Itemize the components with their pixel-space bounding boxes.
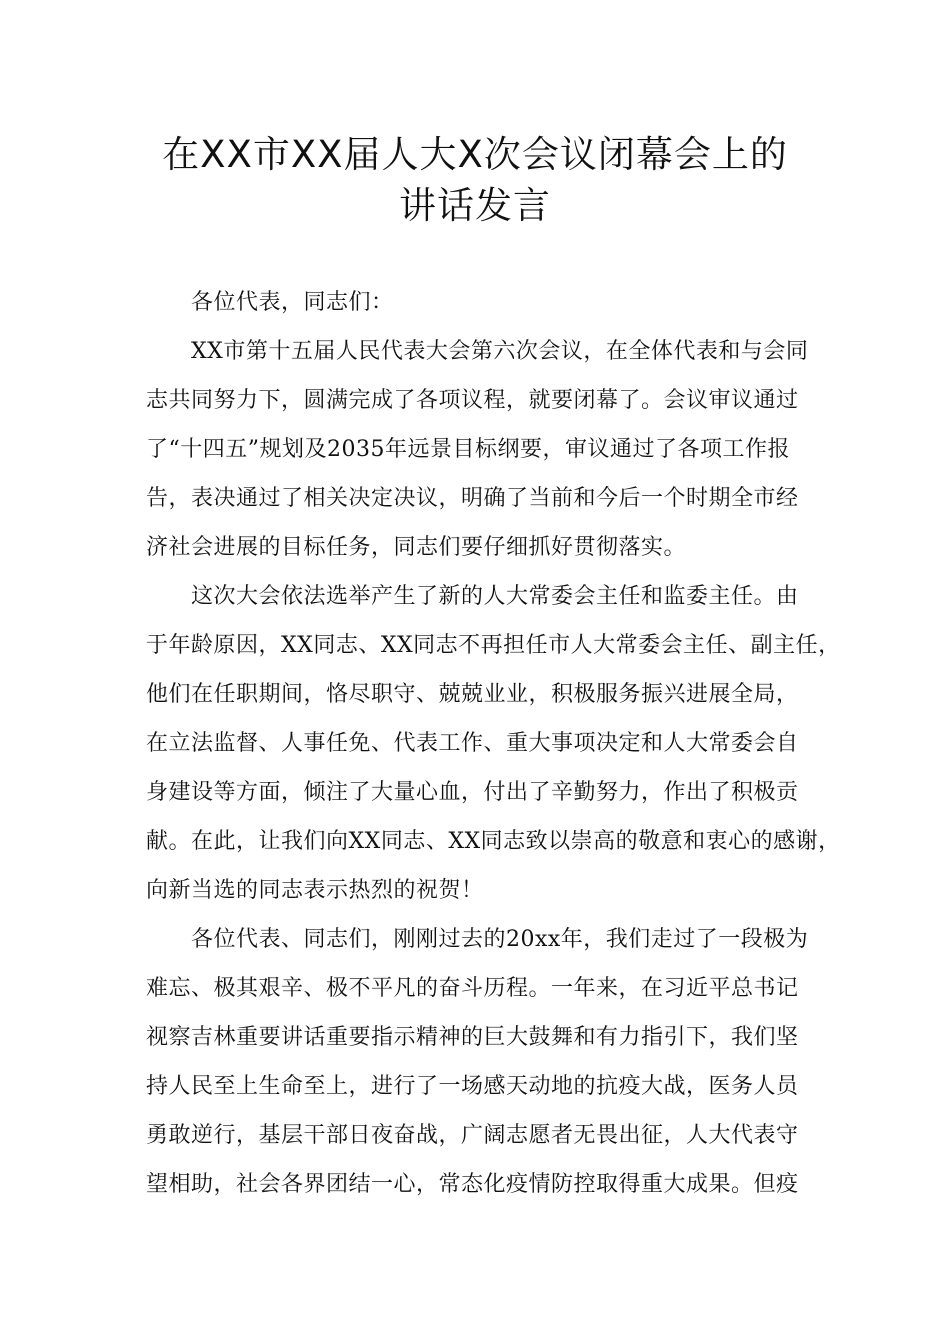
paragraph-line: 难忘、极其艰辛、极不平凡的奋斗历程。一年来，在习近平总书记 <box>146 976 799 1001</box>
paragraph-line: 身建设等方面，倾注了大量心血，付出了辛勤努力，作出了积极贡 <box>146 780 799 805</box>
document-title-line-1: 在XX市XX届人大X次会议闭幕会上的 <box>162 133 788 176</box>
paragraph-line: 这次大会依法选举产生了新的人大常委会主任和监委主任。由 <box>191 584 799 609</box>
paragraph-line: 视察吉林重要讲话重要指示精神的巨大鼓舞和有力指引下，我们坚 <box>146 1025 799 1050</box>
paragraph-line: 志共同努力下，圆满完成了各项议程，就要闭幕了。会议审议通过 <box>146 388 799 413</box>
paragraph-line: 他们在任职期间，恪尽职守、兢兢业业，积极服务振兴进展全局， <box>146 682 799 707</box>
paragraph-line: XX市第十五届人民代表大会第六次会议，在全体代表和与会同 <box>191 339 809 364</box>
paragraph-line: 于年龄原因，XX同志、XX同志不再担任市人大常委会主任、副主任， <box>146 633 841 658</box>
paragraph-line: 持人民至上生命至上，进行了一场感天动地的抗疫大战，医务人员 <box>146 1074 799 1099</box>
paragraph-line: 勇敢逆行，基层干部日夜奋战，广阔志愿者无畏出征，人大代表守 <box>146 1123 799 1148</box>
paragraph-line: 告，表决通过了相关决定决议，明确了当前和今后一个时期全市经 <box>146 486 799 511</box>
document-body <box>146 278 841 1209</box>
paragraph-line: 在立法监督、人事任免、代表工作、重大事项决定和人大常委会自 <box>146 731 799 756</box>
paragraph-line: 望相助，社会各界团结一心，常态化疫情防控取得重大成果。但疫 <box>146 1172 799 1197</box>
salutation: 各位代表，同志们： <box>191 290 394 315</box>
document-title-line-2: 讲话发言 <box>399 184 551 227</box>
paragraph-line: 了“十四五”规划及2035年远景目标纲要，审议通过了各项工作报 <box>146 437 790 462</box>
paragraph-line: 各位代表、同志们，刚刚过去的20xx年，我们走过了一段极为 <box>191 927 809 952</box>
paragraph-line: 献。在此，让我们向XX同志、XX同志致以崇高的敬意和衷心的感谢， <box>146 829 841 854</box>
paragraph-line: 济社会进展的目标任务，同志们要仔细抓好贯彻落实。 <box>146 535 687 560</box>
paragraph-line: 向新当选的同志表示热烈的祝贺！ <box>146 878 484 903</box>
